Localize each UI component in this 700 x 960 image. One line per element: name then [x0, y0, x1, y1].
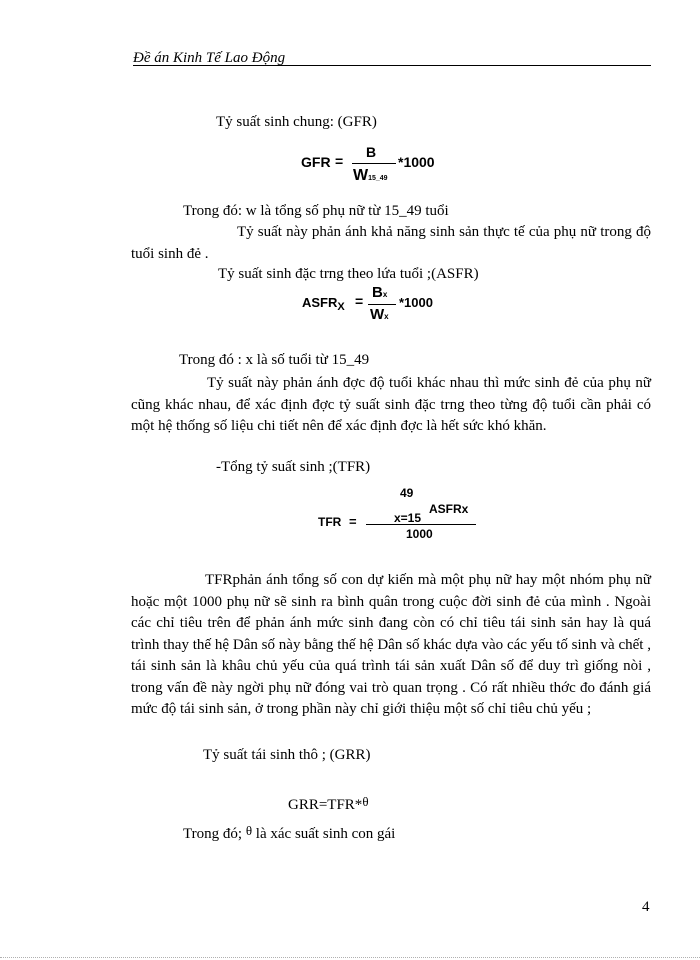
tfr-fraction-bar: [366, 524, 476, 525]
gfr-formula-tail: *1000: [398, 154, 435, 170]
gfr-formula-numerator: B: [366, 144, 377, 160]
asfr-formula-lhs: $ASFR_X$: [302, 295, 345, 313]
gfr-explanation: Tỷ suất này phản ánh khả năng sinh sản thực tế của phụ nữ trong độ tuổi sinh đẻ .: [131, 224, 651, 262]
grr-formula: GRR=TFR*θ: [288, 794, 369, 813]
gfr-formula-equals: =: [335, 153, 344, 169]
tfr-sum-term: ASFRx: [429, 502, 469, 516]
asfr-explanation: Tỷ suất này phản ánh đợc độ tuổi khác nhau thì mức sinh đẻ của phụ nữ cũng khác nhau, để xác định đợc tỷ suất sinh đặc trng theo từng độ tuổi cần phải có một hệ thống số liệu chi tiết nên để xác định đợc là hết sức khó khăn.: [131, 375, 651, 434]
page-header-title: Đề án Kinh Tế Lao Động: [133, 50, 286, 66]
asfr-where: Trong đó : x là số tuổi từ 15_49: [179, 352, 370, 368]
tfr-formula-equals: =: [349, 514, 357, 529]
asfr-formula-tail: *1000: [399, 295, 433, 310]
gfr-formula-denominator: W15_49: [353, 167, 388, 184]
tfr-formula-denominator: 1000: [406, 527, 433, 541]
gfr-formula-lhs: GFR: [301, 154, 331, 170]
header-rule: [133, 65, 651, 66]
asfr-formula-equals: =: [355, 293, 364, 309]
asfr-formula-numerator: Bx: [372, 284, 388, 301]
asfr-formula-denominator: Wx: [370, 306, 389, 323]
tfr-sum-upper-limit: 49: [400, 486, 414, 500]
tfr-explanation: TFRphản ánh tổng số con dự kiến mà một phụ nữ hay một nhóm phụ nữ hoặc một 1000 phụ nữ sẽ sinh ra bình quân trong cuộc đời sinh đẻ của mình . Ngoài các chỉ tiêu trên để phản ánh mức sinh đang còn có chỉ tiêu tái sinh sản hay là quá trình thay thế hệ Dân số này bằng thế hệ Dân số khác dựa vào các yếu tố sinh và chết , tái sinh sản là khâu chủ yếu của quá trình tái sản xuất Dân số để duy trì giống nòi , trong vấn đề này ngời phụ nữ đóng vai trò quan trọng . Có rất nhiều thớc đo đánh giá mức độ tái sinh sản, ở trong phần này chỉ giới thiệu một số chỉ tiêu chủ yếu ;: [131, 572, 651, 717]
tfr-sum-lower-limit: x=15: [394, 511, 422, 525]
grr-heading: Tỷ suất tái sinh thô ; (GRR): [203, 747, 371, 763]
tfr-heading: -Tổng tỷ suất sinh ;(TFR): [216, 459, 371, 475]
gfr-where: Trong đó: w là tổng số phụ nữ từ 15_49 tuổi: [183, 203, 449, 219]
gfr-heading: Tỷ suất sinh chung: (GFR): [216, 114, 377, 130]
gfr-fraction-bar: [352, 163, 396, 164]
page-number: 4: [642, 899, 650, 915]
page-bottom-border: [0, 957, 700, 958]
asfr-heading: Tỷ suất sinh đặc trng theo lứa tuổi ;(ASFR): [218, 266, 479, 282]
tfr-formula-lhs: TFR: [318, 515, 342, 529]
asfr-fraction-bar: [368, 304, 396, 305]
grr-where: Trong đó; θ là xác suất sinh con gái: [183, 823, 396, 842]
